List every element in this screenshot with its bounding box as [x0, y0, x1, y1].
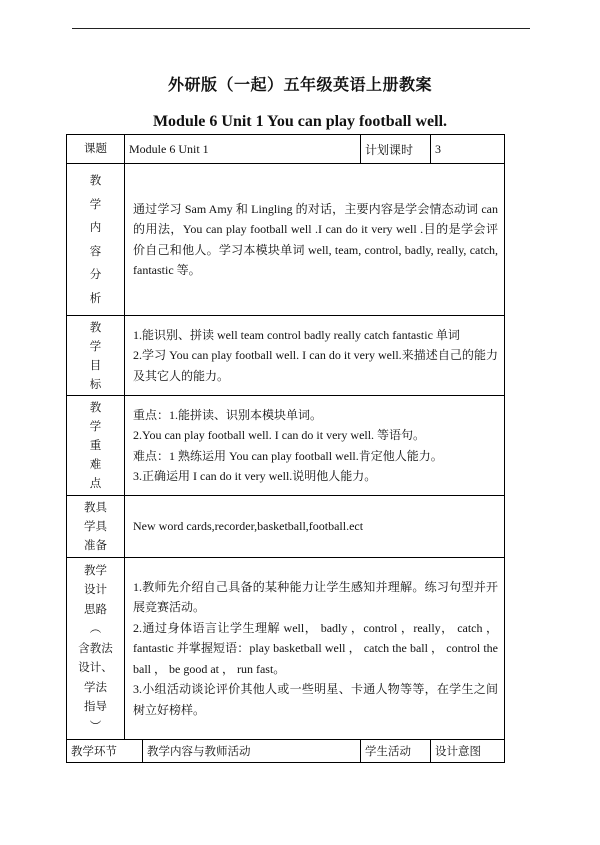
content-line: New word cards,recorder,basketball,football.ect: [133, 519, 364, 534]
label-char: 学法: [84, 679, 107, 694]
label-char: 教具: [84, 500, 107, 514]
activity-header-row: [67, 740, 505, 763]
label-char: 点: [89, 476, 102, 490]
section-content: [125, 316, 505, 396]
label-char: 思路: [84, 601, 107, 616]
label-char: 标: [89, 376, 102, 391]
content-line: 2.通过身体语言让学生理解 well， badly ，control ，really， catch ，fantastic 并掌握短语：play basketball well ， catch the ball ， control the ball ， be good at ， run fast。: [133, 620, 499, 676]
label-char: 重: [89, 438, 102, 452]
label-char: 教: [89, 400, 102, 414]
label-char: 学: [89, 419, 102, 433]
section-label: [67, 496, 125, 558]
col-teaching-stage: 教学环节: [67, 740, 143, 763]
hours-value: 3: [431, 135, 505, 164]
content-line: 1.能识别、拼读 well team control badly really catch fantastic 单词: [133, 327, 460, 342]
label-char: ︶: [89, 718, 102, 733]
hours-label: 计划课时: [361, 135, 431, 164]
content-line: 重点：1.能拼读、识别本模块单词。: [133, 407, 323, 422]
content-line: 3.正确运用 I can do it very well.说明他人能力。: [133, 469, 377, 483]
label-char: 含教法: [78, 640, 113, 655]
label-char: 准备: [84, 538, 107, 552]
content-line: 2.学习 You can play football well. I can do it very well.来描述自己的能力及其它人的能力。: [133, 348, 499, 383]
label-char: 学: [89, 196, 102, 211]
topic-row: [67, 135, 505, 164]
document-subtitle: Module 6 Unit 1 You can play football well.: [152, 113, 448, 130]
label-char: 内: [89, 220, 102, 234]
section-label: [67, 164, 125, 316]
label-char: 学: [89, 338, 102, 353]
header-rule: [72, 28, 530, 29]
label-char: 目: [89, 357, 102, 372]
section-content: [125, 396, 505, 496]
label-char: 设计: [84, 582, 107, 597]
label-char: 教: [89, 173, 102, 187]
section-content: [125, 558, 505, 740]
label-char: 学具: [84, 519, 107, 533]
content-line: 难点：1 熟练运用 You can play football well.肯定他人能力。: [133, 448, 443, 463]
label-char: 分: [89, 267, 102, 281]
section-content: [125, 496, 505, 558]
content-line: 1.教师先介绍自己具备的某种能力让学生感知并理解。练习句型并开展竞赛活动。: [133, 579, 499, 615]
section-label: [67, 316, 125, 396]
label-char: 教: [89, 319, 102, 334]
content-line: 3.小组活动谈论评价其他人或一些明星、卡通人物等等，在学生之间树立好榜样。: [133, 682, 499, 717]
section-row-content-analysis: [67, 164, 505, 316]
section-row-key-points: [67, 396, 505, 496]
label-char: ︵: [89, 621, 102, 636]
label-char: 教学: [84, 562, 107, 577]
content-line: 通过学习 Sam Amy 和 Lingling 的对话，主要内容是学会情态动词 can 的用法，You can play football well .I can do it very well .目的是学会评价自己和他人。学习本模块单词 well, team, control, badly, really, catch, fantastic 等。: [133, 201, 499, 277]
topic-label: 课题: [67, 135, 125, 164]
section-label: [67, 558, 125, 740]
document-title: 外研版（一起）五年级英语上册教案: [167, 75, 432, 94]
content-line: 2.You can play football well. I can do it very well. 等语句。: [133, 428, 426, 442]
section-row-objectives: [67, 316, 505, 396]
section-row-materials: [67, 496, 505, 558]
label-char: 容: [89, 243, 102, 258]
section-row-design-ideas: [67, 558, 505, 740]
label-char: 指导: [84, 699, 107, 714]
label-char: 设计、: [78, 660, 113, 675]
label-char: 难: [89, 457, 102, 471]
topic-value: Module 6 Unit 1: [125, 135, 361, 164]
section-content: [125, 164, 505, 316]
lesson-plan-table: [66, 134, 505, 763]
label-char: 析: [89, 290, 102, 305]
col-teaching-content: 教学内容与教师活动: [143, 740, 361, 763]
section-label: [67, 396, 125, 496]
col-design-intent: 设计意图: [431, 740, 505, 763]
col-student-activity: 学生活动: [361, 740, 431, 763]
